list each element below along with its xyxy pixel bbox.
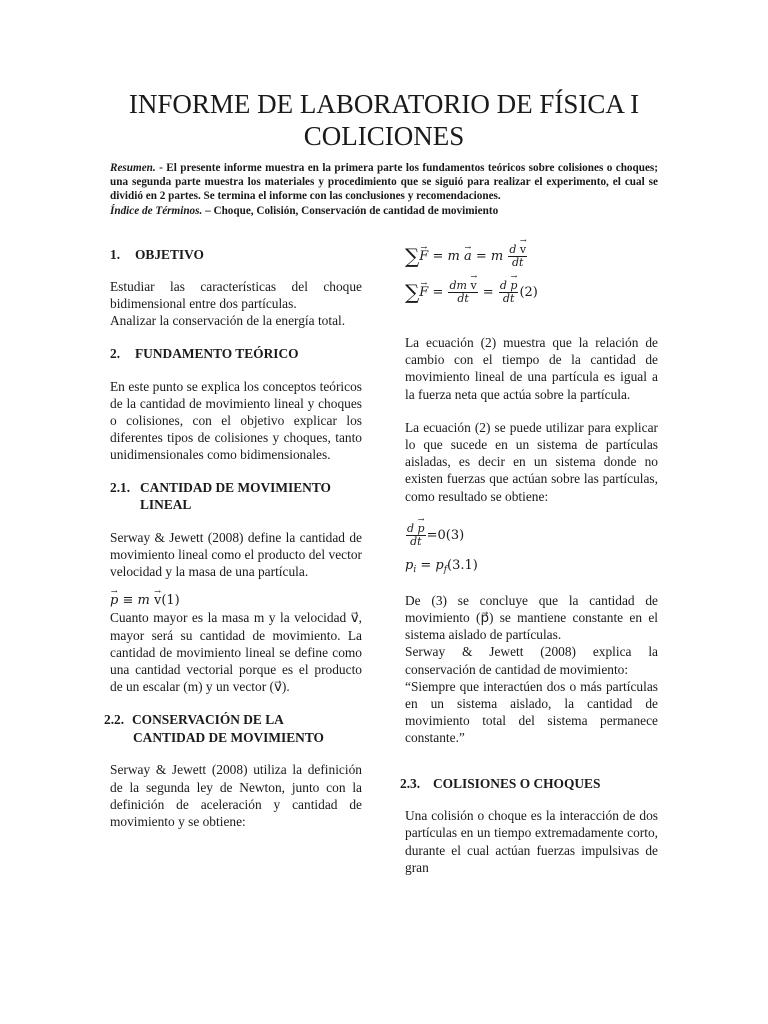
title-line-1: INFORME DE LABORATORIO DE FÍSICA I bbox=[128, 89, 640, 119]
document-title bbox=[90, 88, 678, 152]
momentum-explanation-paragraph: Cuanto mayor es la masa m y la velocidad v⃗, mayor será su cantidad de movimiento. La cantidad de movimiento lineal se define como una cantidad vectorial porque es el producto de un escalar (m) y un vector (v⃗). bbox=[110, 610, 362, 695]
momentum-definition-paragraph: Serway & Jewett (2008) define la cantidad de movimiento lineal como el producto del vector velocidad y la masa de una partícula. bbox=[110, 529, 362, 580]
equation-1: → p ≡ m → v(1) bbox=[110, 592, 362, 609]
section-number: 2. bbox=[110, 346, 121, 362]
theory-paragraph: En este punto se explica los conceptos teóricos de la cantidad de movimiento lineal y choques o colisiones, con el objetivo explicar los diferentes tipos de colisiones y choques, tanto unidimensionales como bidimensionales. bbox=[110, 378, 362, 463]
abstract bbox=[110, 161, 658, 218]
right-column bbox=[400, 243, 658, 876]
section-title: COLISIONES O CHOQUES bbox=[433, 775, 601, 791]
equation-2-tag: (2) bbox=[519, 285, 538, 300]
resumen-text: - El presente informe muestra en la primera parte los fundamentos teóricos sobre colisiones o choques; una segunda parte muestra los materiales y procedimiento que se siguió para realizar el experimento, el cual se dividió en 2 partes. Se termina el informe con las conclusiones y recomendaciones. bbox=[110, 162, 658, 203]
section-title: OBJETIVO bbox=[135, 247, 204, 262]
section-number: 2.3. bbox=[400, 775, 421, 791]
citation-paragraph: Serway & Jewett (2008) explica la conservación de cantidad de movimiento: bbox=[405, 644, 658, 677]
section-title-line-1: CONSERVACIÓN DE LA bbox=[132, 712, 284, 728]
objective-paragraph-1: Estudiar las características del choque bidimensional entre dos partículas. bbox=[110, 278, 362, 311]
isolated-system-paragraph: La ecuación (2) se puede utilizar para explicar lo que sucede en un sistema de partículas aisladas, es decir en un sistema donde no existen fuerzas que actúan sobre las partículas, como resultado se obtiene: bbox=[405, 419, 658, 504]
title-line-2: COLICIONES bbox=[303, 121, 465, 151]
equation-1-tag: (1) bbox=[161, 593, 180, 609]
section-2-3-heading bbox=[400, 775, 658, 793]
equation-2-explanation: La ecuación (2) muestra que la relación de cambio con el tiempo de la cantidad de movimiento lineal de una partícula es igual a la fuerza neta que actúa sobre la partícula. bbox=[405, 335, 658, 402]
section-2-1-heading bbox=[110, 479, 362, 514]
index-terms-label: Índice de Términos. bbox=[110, 204, 203, 217]
section-1-heading bbox=[110, 246, 362, 264]
equation-newton-1: ∑→ F = m → a = m $\frac{d \to v}{dt}$ bbox=[405, 244, 658, 280]
equation-3: $\frac{d \to p}{dt}$ =0(3) bbox=[405, 523, 658, 557]
section-title: FUNDAMENTO TEÓRICO bbox=[135, 346, 299, 362]
section-title-line-2: CANTIDAD DE MOVIMIENTO bbox=[133, 729, 324, 745]
section-number: 2.1. bbox=[110, 479, 131, 495]
conclusion-paragraph: De (3) se concluye que la cantidad de movimiento (p⃗) se mantiene constante en el sistema aislado de partículas. bbox=[405, 592, 658, 643]
equation-3-1: $p_i = p_f(3.1)$ bbox=[405, 557, 478, 575]
section-number: 2.2. bbox=[104, 712, 125, 728]
section-2-2-heading bbox=[104, 711, 362, 746]
section-title-line-1: CANTIDAD DE MOVIMIENTO bbox=[140, 479, 331, 495]
resumen-label: Resumen. bbox=[110, 162, 156, 174]
equation-3-tag: =0(3) bbox=[426, 527, 465, 543]
quote-paragraph: “Siempre que interactúen dos o más partículas en un sistema aislado, la cantidad de movimiento total del sistema permanece constante.” bbox=[405, 678, 658, 746]
objective-paragraph-2: Analizar la conservación de la energía total. bbox=[110, 312, 346, 328]
equation-3-1-tag: (3.1) bbox=[447, 557, 478, 573]
section-number: 1. bbox=[110, 247, 121, 262]
section-title-line-2: LINEAL bbox=[140, 497, 192, 513]
index-terms-text: – Choque, Colisión, Conservación de cantidad de movimiento bbox=[202, 204, 499, 217]
equation-2: ∑→ F = $\frac{dm \to v}{dt}$ = $\frac{d \to p}{dt}$ (2) bbox=[405, 280, 658, 318]
collisions-paragraph: Una colisión o choque es la interacción de dos partículas en un tiempo extremadamente corto, durante el cual actúan fuerzas impulsivas de gran bbox=[405, 808, 658, 875]
section-2-heading bbox=[110, 345, 362, 363]
left-column bbox=[104, 246, 362, 830]
conservation-paragraph: Serway & Jewett (2008) utiliza la definición de la segunda ley de Newton, junto con la definición de aceleración y cantidad de movimiento y se obtiene: bbox=[110, 762, 362, 830]
